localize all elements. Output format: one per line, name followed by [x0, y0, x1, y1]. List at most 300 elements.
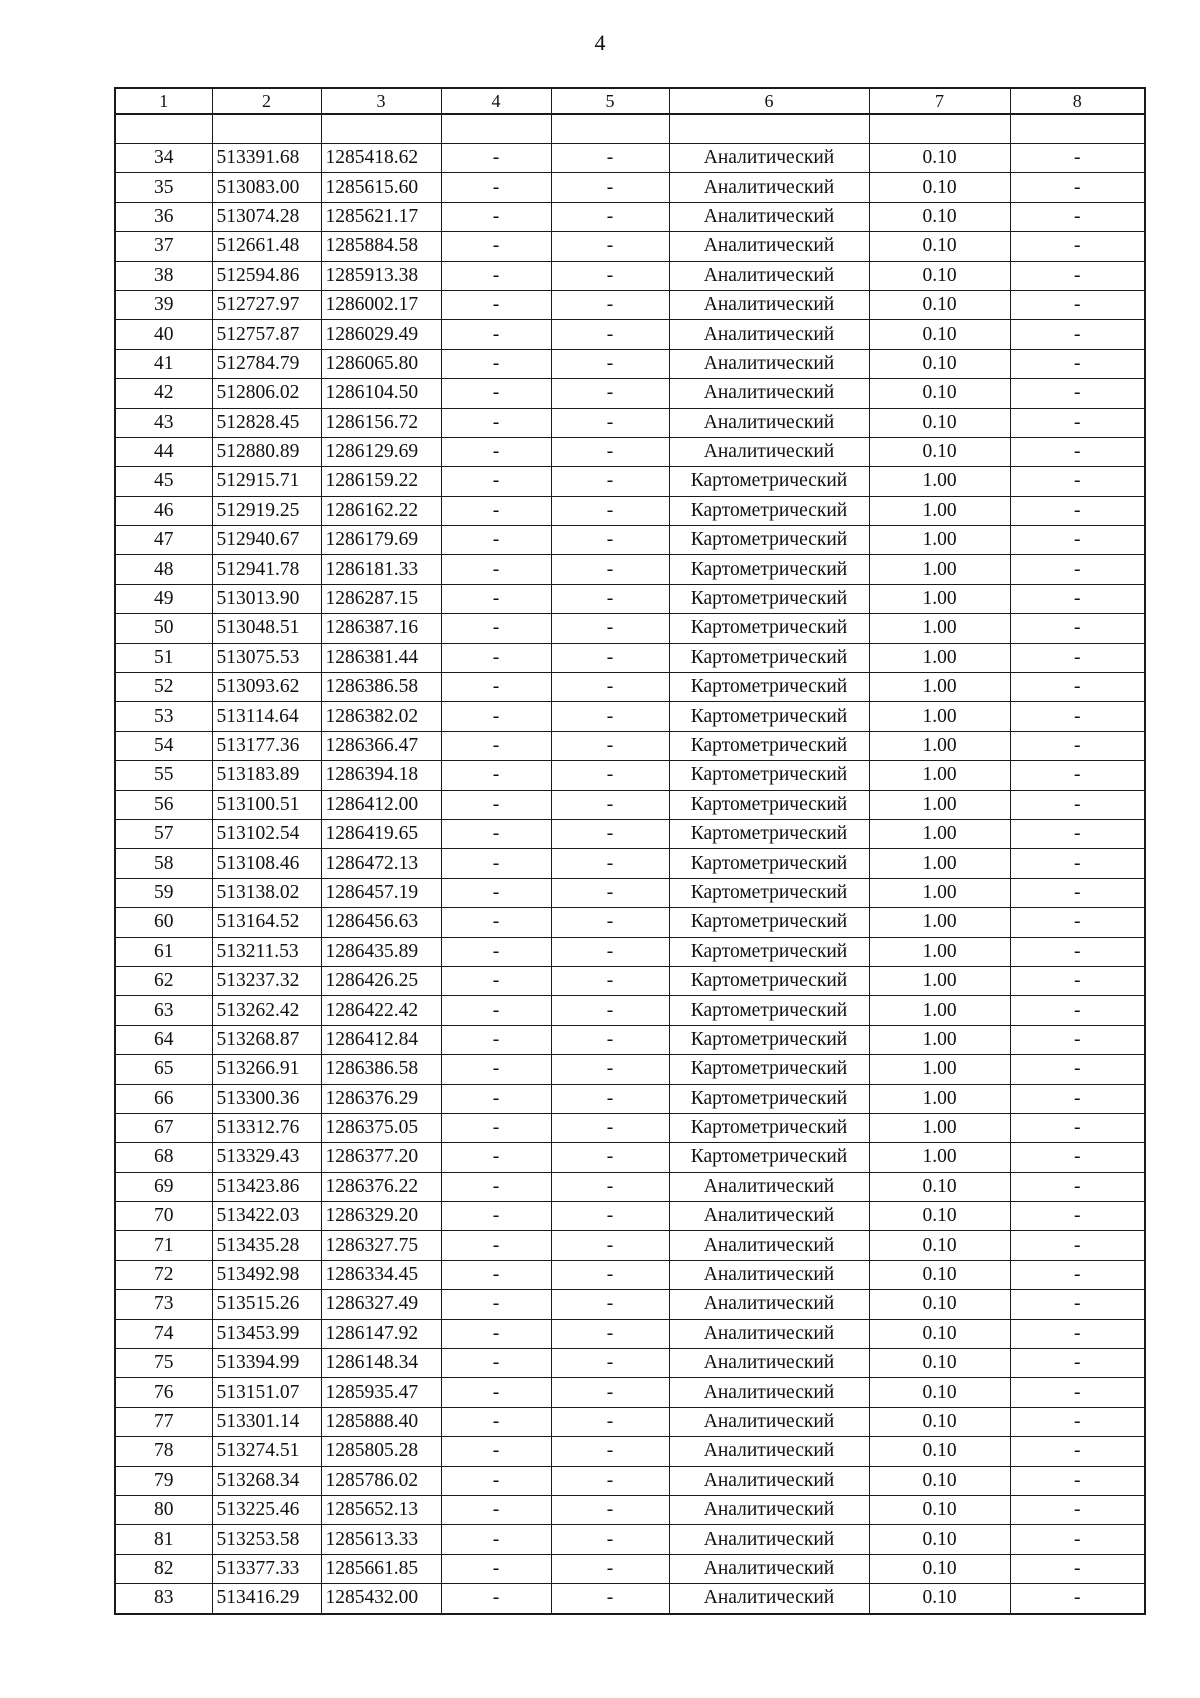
table-cell: -	[441, 643, 551, 672]
table-cell: -	[551, 790, 669, 819]
table-cell: 1285432.00	[321, 1584, 441, 1614]
table-cell: -	[551, 996, 669, 1025]
table-cell: Аналитический	[669, 261, 869, 290]
table-cell: 1.00	[869, 996, 1010, 1025]
table-cell: 68	[115, 1143, 212, 1172]
table-cell: 0.10	[869, 1525, 1010, 1554]
table-cell: -	[551, 232, 669, 261]
table-cell: 1.00	[869, 673, 1010, 702]
table-cell: -	[441, 1055, 551, 1084]
table-cell: 1286002.17	[321, 290, 441, 319]
table-cell: -	[441, 1025, 551, 1054]
table-cell: 513435.28	[212, 1231, 321, 1260]
table-cell: 1286394.18	[321, 761, 441, 790]
table-cell: 65	[115, 1055, 212, 1084]
table-cell: 1286181.33	[321, 555, 441, 584]
table-cell: 513013.90	[212, 584, 321, 613]
table-cell: -	[441, 408, 551, 437]
table-cell: 0.10	[869, 1349, 1010, 1378]
table-cell: 512940.67	[212, 526, 321, 555]
table-cell: Аналитический	[669, 1495, 869, 1524]
table-cell: 1286327.75	[321, 1231, 441, 1260]
table-row	[115, 1584, 1145, 1614]
table-cell: -	[1010, 702, 1145, 731]
table-row	[115, 408, 1145, 437]
table-cell: 0.10	[869, 349, 1010, 378]
table-cell: -	[551, 1055, 669, 1084]
table-row	[115, 379, 1145, 408]
table-row	[115, 849, 1145, 878]
table-row	[115, 232, 1145, 261]
table-cell: -	[1010, 320, 1145, 349]
table-cell: -	[1010, 584, 1145, 613]
table-row	[115, 643, 1145, 672]
table-cell: 56	[115, 790, 212, 819]
table-cell: -	[441, 878, 551, 907]
table-cell: -	[441, 1349, 551, 1378]
table-cell: 513074.28	[212, 202, 321, 231]
table-cell: -	[441, 437, 551, 466]
table-cell: Картометрический	[669, 849, 869, 878]
table-cell: 0.10	[869, 379, 1010, 408]
table-cell: -	[1010, 1172, 1145, 1201]
table-cell: Картометрический	[669, 731, 869, 760]
table-cell: -	[551, 1584, 669, 1614]
table-cell: 1.00	[869, 937, 1010, 966]
table-cell: -	[551, 379, 669, 408]
table-cell: -	[551, 1084, 669, 1113]
table-cell: 69	[115, 1172, 212, 1201]
table-row	[115, 790, 1145, 819]
table-cell: -	[551, 1025, 669, 1054]
table-cell: -	[551, 408, 669, 437]
table-cell: 1285652.13	[321, 1495, 441, 1524]
table-cell: 1286472.13	[321, 849, 441, 878]
table-cell: Аналитический	[669, 1466, 869, 1495]
table-cell: Картометрический	[669, 1143, 869, 1172]
table-cell: -	[1010, 1466, 1145, 1495]
table-cell: 513422.03	[212, 1202, 321, 1231]
table-cell: 513102.54	[212, 819, 321, 848]
table-cell: 82	[115, 1554, 212, 1583]
table-row	[115, 467, 1145, 496]
table-cell: 1286148.34	[321, 1349, 441, 1378]
table-cell: Аналитический	[669, 349, 869, 378]
table-cell: -	[551, 261, 669, 290]
table-cell: Аналитический	[669, 1349, 869, 1378]
table-cell: Картометрический	[669, 1055, 869, 1084]
table-cell: 1.00	[869, 819, 1010, 848]
table-cell: -	[1010, 849, 1145, 878]
table-cell: Картометрический	[669, 496, 869, 525]
table-cell: 513394.99	[212, 1349, 321, 1378]
table-cell: -	[551, 290, 669, 319]
table-cell: 1286162.22	[321, 496, 441, 525]
table-cell: -	[1010, 819, 1145, 848]
table-cell: 512919.25	[212, 496, 321, 525]
table-cell: Аналитический	[669, 1584, 869, 1614]
table-cell: 512806.02	[212, 379, 321, 408]
table-cell: 513048.51	[212, 614, 321, 643]
table-cell: Аналитический	[669, 202, 869, 231]
table-cell: 0.10	[869, 232, 1010, 261]
table-cell: -	[441, 702, 551, 731]
table-cell: 0.10	[869, 1466, 1010, 1495]
table-row	[115, 937, 1145, 966]
table-row	[115, 1525, 1145, 1554]
table-cell: Аналитический	[669, 1378, 869, 1407]
table-cell: 57	[115, 819, 212, 848]
table-cell: -	[1010, 496, 1145, 525]
table-cell: -	[1010, 379, 1145, 408]
table-cell: -	[551, 1202, 669, 1231]
table-row	[115, 996, 1145, 1025]
table-cell: 1285613.33	[321, 1525, 441, 1554]
table-cell: -	[441, 1495, 551, 1524]
table-cell: -	[551, 937, 669, 966]
table-cell: Картометрический	[669, 1025, 869, 1054]
table-cell: Аналитический	[669, 1260, 869, 1289]
table-cell: -	[441, 320, 551, 349]
table-cell: 1286179.69	[321, 526, 441, 555]
table-cell: Картометрический	[669, 1113, 869, 1142]
table-row	[115, 1349, 1145, 1378]
table-cell: -	[551, 761, 669, 790]
table-cell: -	[1010, 1260, 1145, 1289]
table-cell	[1010, 114, 1145, 144]
table-cell: -	[551, 966, 669, 995]
table-cell: -	[441, 937, 551, 966]
table-cell: 0.10	[869, 320, 1010, 349]
table-cell: -	[551, 1495, 669, 1524]
table-cell: 513391.68	[212, 144, 321, 173]
table-cell: Аналитический	[669, 173, 869, 202]
table-cell: 1.00	[869, 555, 1010, 584]
table-cell: -	[1010, 937, 1145, 966]
table-row	[115, 1378, 1145, 1407]
table-cell: 1.00	[869, 731, 1010, 760]
table-cell: 79	[115, 1466, 212, 1495]
table-row	[115, 584, 1145, 613]
table-cell: -	[551, 526, 669, 555]
table-cell: -	[1010, 173, 1145, 202]
table-cell: 513453.99	[212, 1319, 321, 1348]
table-cell: 40	[115, 320, 212, 349]
table-row	[115, 966, 1145, 995]
table-cell: 1286065.80	[321, 349, 441, 378]
table-row	[115, 173, 1145, 202]
table-row	[115, 1202, 1145, 1231]
table-cell: 513138.02	[212, 878, 321, 907]
table-row	[115, 1172, 1145, 1201]
table-row	[115, 878, 1145, 907]
table-cell: Аналитический	[669, 232, 869, 261]
table-cell: Аналитический	[669, 320, 869, 349]
table-cell: 513262.42	[212, 996, 321, 1025]
table-cell: -	[551, 496, 669, 525]
table-cell: -	[441, 584, 551, 613]
table-cell: -	[551, 1525, 669, 1554]
table-row	[115, 290, 1145, 319]
table-cell: Картометрический	[669, 908, 869, 937]
table-cell: 1286412.84	[321, 1025, 441, 1054]
table-cell: 58	[115, 849, 212, 878]
table-cell: 1286435.89	[321, 937, 441, 966]
table-cell: -	[1010, 1025, 1145, 1054]
table-cell: 72	[115, 1260, 212, 1289]
table-cell: -	[441, 173, 551, 202]
table-row	[115, 261, 1145, 290]
table-cell: 59	[115, 878, 212, 907]
table-cell: 0.10	[869, 1378, 1010, 1407]
table-cell: Картометрический	[669, 1084, 869, 1113]
table-cell: 37	[115, 232, 212, 261]
table-cell: Аналитический	[669, 1202, 869, 1231]
table-cell: 0.10	[869, 173, 1010, 202]
table-cell: Картометрический	[669, 937, 869, 966]
table-cell: Картометрический	[669, 702, 869, 731]
table-cell: -	[551, 1437, 669, 1466]
table-cell: -	[551, 849, 669, 878]
table-cell: 513183.89	[212, 761, 321, 790]
table-cell: -	[1010, 614, 1145, 643]
table-cell: Картометрический	[669, 643, 869, 672]
table-cell: 513211.53	[212, 937, 321, 966]
table-cell: -	[441, 144, 551, 173]
table-cell: 67	[115, 1113, 212, 1142]
table-cell: -	[1010, 1143, 1145, 1172]
column-header: 4	[441, 88, 551, 114]
table-row	[115, 320, 1145, 349]
table-cell: -	[441, 1260, 551, 1289]
table-cell: 83	[115, 1584, 212, 1614]
table-row	[115, 702, 1145, 731]
table-cell: 1286382.02	[321, 702, 441, 731]
table-cell: 0.10	[869, 437, 1010, 466]
table-cell: -	[551, 673, 669, 702]
table-cell: -	[551, 555, 669, 584]
table-cell: 1.00	[869, 908, 1010, 937]
table-cell: -	[441, 966, 551, 995]
table-cell: -	[551, 144, 669, 173]
table-row	[115, 1143, 1145, 1172]
table-cell: 512784.79	[212, 349, 321, 378]
table-row	[115, 1113, 1145, 1142]
table-cell: 1286375.05	[321, 1113, 441, 1142]
table-cell: 1286386.58	[321, 673, 441, 702]
table-cell: -	[551, 1172, 669, 1201]
table-row	[115, 1437, 1145, 1466]
column-header: 5	[551, 88, 669, 114]
table-cell: 1.00	[869, 1055, 1010, 1084]
table-cell: 512828.45	[212, 408, 321, 437]
table-cell: 513301.14	[212, 1407, 321, 1436]
table-cell: -	[1010, 908, 1145, 937]
table-cell: -	[441, 1143, 551, 1172]
table-cell: -	[1010, 878, 1145, 907]
table-cell: 1286159.22	[321, 467, 441, 496]
table-row	[115, 819, 1145, 848]
column-header: 3	[321, 88, 441, 114]
page-number: 4	[594, 30, 606, 55]
table-cell: Аналитический	[669, 1437, 869, 1466]
table-cell	[321, 114, 441, 144]
table-cell: 513423.86	[212, 1172, 321, 1201]
table-row	[115, 1231, 1145, 1260]
table-cell: 49	[115, 584, 212, 613]
table-cell: 1286419.65	[321, 819, 441, 848]
table-cell: -	[1010, 1407, 1145, 1436]
table-cell: Аналитический	[669, 1319, 869, 1348]
table-cell: 51	[115, 643, 212, 672]
table-cell: 0.10	[869, 1290, 1010, 1319]
column-header: 2	[212, 88, 321, 114]
table-cell: 1.00	[869, 643, 1010, 672]
table-cell: Картометрический	[669, 819, 869, 848]
table-cell: 1285913.38	[321, 261, 441, 290]
table-cell: -	[551, 1349, 669, 1378]
table-cell: 47	[115, 526, 212, 555]
column-header: 1	[115, 88, 212, 114]
table-cell: Картометрический	[669, 790, 869, 819]
table-cell: -	[1010, 790, 1145, 819]
table-cell: -	[1010, 261, 1145, 290]
table-cell: -	[1010, 1584, 1145, 1614]
table-cell: -	[1010, 731, 1145, 760]
table-row	[115, 526, 1145, 555]
table-cell: 1286029.49	[321, 320, 441, 349]
table-cell: -	[441, 379, 551, 408]
table-cell: -	[1010, 996, 1145, 1025]
table-row	[115, 437, 1145, 466]
table-row	[115, 1290, 1145, 1319]
table-cell: 1.00	[869, 1025, 1010, 1054]
table-cell: -	[441, 849, 551, 878]
table-cell: 1285935.47	[321, 1378, 441, 1407]
table-cell: 52	[115, 673, 212, 702]
table-cell: 36	[115, 202, 212, 231]
table-cell: 1285661.85	[321, 1554, 441, 1583]
table-cell: 513075.53	[212, 643, 321, 672]
table-cell: 0.10	[869, 1584, 1010, 1614]
table-cell: 60	[115, 908, 212, 937]
table-cell: 75	[115, 1349, 212, 1378]
table-cell: 1286287.15	[321, 584, 441, 613]
table-cell: -	[441, 1202, 551, 1231]
table-cell: -	[441, 1437, 551, 1466]
table-cell: 81	[115, 1525, 212, 1554]
table-cell: 0.10	[869, 1231, 1010, 1260]
table-cell: 512661.48	[212, 232, 321, 261]
table-header-row	[115, 88, 1145, 114]
table-cell: 44	[115, 437, 212, 466]
table-cell: 0.10	[869, 202, 1010, 231]
table-cell: 1286386.58	[321, 1055, 441, 1084]
table-cell: 513164.52	[212, 908, 321, 937]
table-cell: 64	[115, 1025, 212, 1054]
table-cell: -	[441, 1554, 551, 1583]
table-cell: -	[441, 1319, 551, 1348]
table-cell: -	[441, 349, 551, 378]
table-cell: 78	[115, 1437, 212, 1466]
table-cell: Аналитический	[669, 1525, 869, 1554]
table-cell: -	[1010, 643, 1145, 672]
table-cell: -	[1010, 437, 1145, 466]
table-cell	[441, 114, 551, 144]
table-cell: -	[551, 437, 669, 466]
table-cell: 73	[115, 1290, 212, 1319]
table-cell: 1286376.29	[321, 1084, 441, 1113]
column-header: 6	[669, 88, 869, 114]
table-cell: 513108.46	[212, 849, 321, 878]
table-cell: 41	[115, 349, 212, 378]
table-cell: Аналитический	[669, 1172, 869, 1201]
table-cell: -	[1010, 1495, 1145, 1524]
table-cell: -	[1010, 1349, 1145, 1378]
table-cell: -	[1010, 555, 1145, 584]
table-cell: 53	[115, 702, 212, 731]
table-cell: Аналитический	[669, 408, 869, 437]
table-cell: 0.10	[869, 290, 1010, 319]
table-row	[115, 1260, 1145, 1289]
table-cell: -	[441, 290, 551, 319]
table-cell: -	[441, 1113, 551, 1142]
table-cell: 39	[115, 290, 212, 319]
table-cell: -	[1010, 1231, 1145, 1260]
table-cell: Картометрический	[669, 761, 869, 790]
table-cell: Аналитический	[669, 1231, 869, 1260]
table-cell: 1.00	[869, 1084, 1010, 1113]
table-cell: -	[1010, 408, 1145, 437]
table-cell: -	[1010, 1055, 1145, 1084]
table-row	[115, 349, 1145, 378]
table-cell	[669, 114, 869, 144]
table-cell: -	[1010, 1378, 1145, 1407]
table-cell: 1286412.00	[321, 790, 441, 819]
table-cell: Аналитический	[669, 290, 869, 319]
table-cell: -	[1010, 202, 1145, 231]
table-cell: 46	[115, 496, 212, 525]
column-header: 8	[1010, 88, 1145, 114]
table-cell: 43	[115, 408, 212, 437]
table-cell: 512757.87	[212, 320, 321, 349]
table-cell: -	[551, 1554, 669, 1583]
table-cell: -	[441, 496, 551, 525]
table-cell: -	[551, 1113, 669, 1142]
table-cell: 513515.26	[212, 1290, 321, 1319]
table-cell: 513093.62	[212, 673, 321, 702]
table-row	[115, 555, 1145, 584]
table-cell: 1.00	[869, 1113, 1010, 1142]
table-cell: Аналитический	[669, 144, 869, 173]
table-cell: 0.10	[869, 144, 1010, 173]
table-cell: -	[1010, 761, 1145, 790]
table-cell: -	[551, 908, 669, 937]
table-cell: 55	[115, 761, 212, 790]
table-cell: 1.00	[869, 526, 1010, 555]
table-cell: 0.10	[869, 1319, 1010, 1348]
table-cell: -	[1010, 290, 1145, 319]
table-cell: 512880.89	[212, 437, 321, 466]
table-cell: 1285621.17	[321, 202, 441, 231]
table-cell: -	[441, 1084, 551, 1113]
table-cell: -	[551, 202, 669, 231]
table-cell: -	[441, 731, 551, 760]
table-cell: -	[441, 908, 551, 937]
table-cell: -	[1010, 144, 1145, 173]
table-cell: Аналитический	[669, 1290, 869, 1319]
table-cell: 1286457.19	[321, 878, 441, 907]
